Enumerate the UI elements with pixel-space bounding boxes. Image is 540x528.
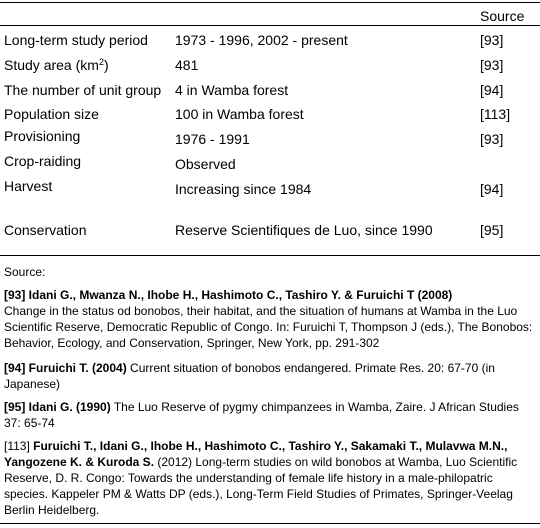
row-label: Population size (4, 106, 99, 122)
reference-93 (4, 287, 538, 351)
row-label: Conservation (4, 222, 87, 238)
row-label: Long-term study period (4, 32, 148, 48)
footnotes-bottom-rule (0, 523, 540, 524)
row-source: [93] (480, 57, 504, 73)
row-value: Reserve Scientifiques de Luo, since 1990 (175, 222, 433, 238)
reference-authors: [93] Idani G., Mwanza N., Ihobe H., Hashimoto C., Tashiro Y. & Furuichi T (2008) (4, 288, 453, 302)
row-source: [95] (480, 222, 504, 238)
row-source: [94] (480, 181, 504, 197)
row-label-end: ) (103, 57, 109, 73)
row-value: 4 in Wamba forest (175, 82, 289, 98)
reference-authors: [95] Idani G. (1990) (4, 400, 111, 414)
reference-number: [113] (4, 439, 34, 453)
header-rule (0, 25, 540, 26)
reference-text: Current situation of bonobos endangered. Primate Res. 20: 67-70 (in Japanese) (4, 361, 495, 391)
reference-text: Change in the status od bonobos, their habitat, and the situation of humans at Wamba in the Luo Scientific Reserve, Democratic Republic of Congo. In: Furuichi T, Thompson J (eds.), The Bonobos: Behavior, Ecology, and Conservation, Springer, New York, pp. 291-302 (4, 304, 533, 350)
reference-text: The Luo Reserve of pygmy chimpanzees in Wamba, Zaire. J African Studies 37: 65-74 (4, 400, 519, 430)
row-label: Provisioning (4, 128, 81, 144)
row-source: [93] (480, 131, 504, 147)
row-label: Harvest (4, 178, 53, 194)
row-label-superscript: 2 (98, 57, 104, 67)
row-label: Crop-raiding (4, 153, 82, 169)
row-source: [93] (480, 32, 504, 48)
row-source: [113] (480, 106, 511, 122)
header-source: Source (480, 8, 525, 24)
row-value: Increasing since 1984 (175, 181, 312, 197)
row-value: Observed (175, 156, 236, 172)
reference-113 (4, 438, 538, 518)
table-top-rule (0, 2, 540, 3)
row-source: [94] (480, 82, 504, 98)
reference-text: (2012) Long-term studies on wild bonobos at Wamba, Luo Scientific Reserve, D. R. Congo: Towards the understanding of female life history in a male-philopatric species. Kappeler PM & Watts DP (eds.), Long-Term Field Studies of Primates, Springer-Veelag Berlin Heidelberg. (4, 455, 518, 517)
row-label (4, 57, 109, 73)
reference-authors: Furuichi T., Idani G., Ihobe H., Hashimoto C., Tashiro Y., Sakamaki T., Mulavwa M.N., Yangozene K. & Kuroda S. (4, 439, 508, 469)
row-value: 100 in Wamba forest (175, 106, 304, 122)
reference-94 (4, 360, 538, 392)
row-value: 1976 - 1991 (175, 131, 250, 147)
row-label-main: Study area (km (4, 57, 99, 73)
row-value: 481 (175, 57, 199, 73)
table-bottom-rule (0, 255, 540, 256)
reference-95 (4, 399, 538, 431)
row-value: 1973 - 1996, 2002 - present (175, 32, 348, 48)
row-label: The number of unit group (4, 82, 162, 98)
reference-authors: [94] Furuichi T. (2004) (4, 361, 127, 375)
footnotes-heading: Source: (4, 265, 46, 279)
